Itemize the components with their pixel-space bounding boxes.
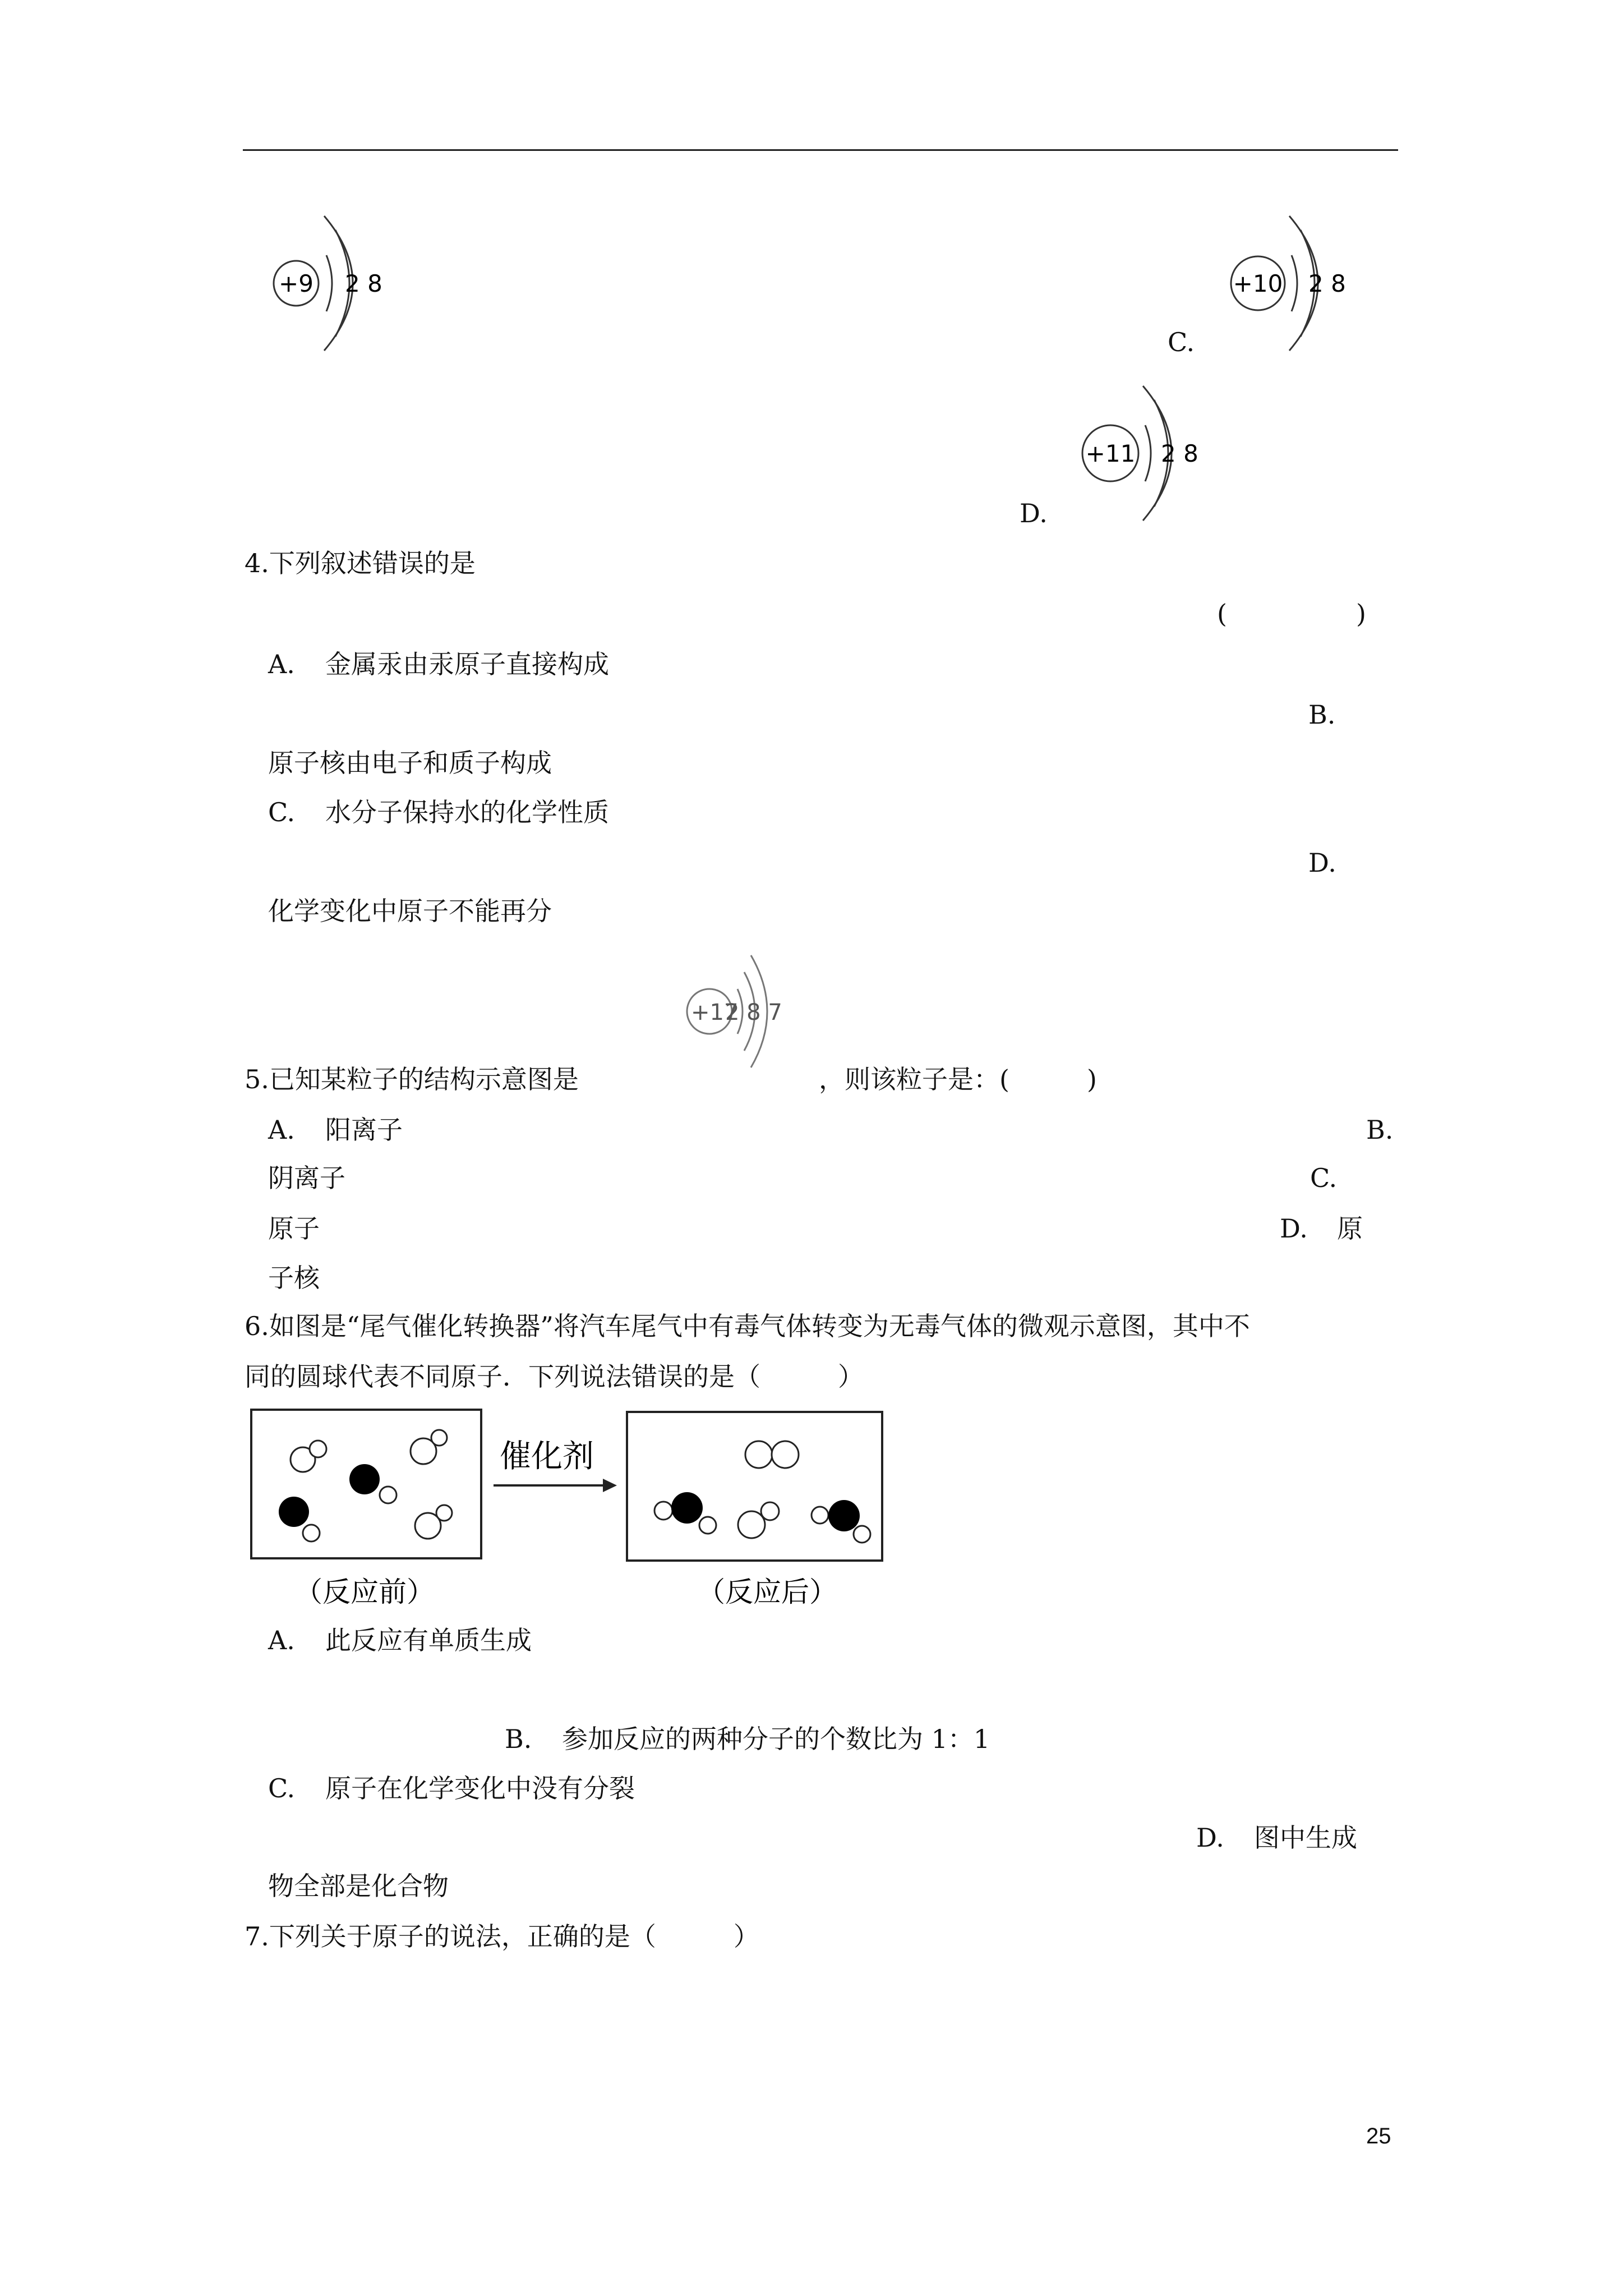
after-label: （反应后）: [697, 1576, 837, 1608]
before-label: （反应前）: [294, 1576, 435, 1608]
header-rule: [243, 149, 1398, 151]
q4-option-a-letter: A.: [268, 649, 295, 679]
q6-stem-line1: 6.如图是“尾气催化转换器”将汽车尾气中有毒气体转变为无毒气体的微观示意图，其中不: [245, 1311, 1250, 1341]
q5-option-a-text: 阳离子: [325, 1115, 403, 1145]
q6-option-c-letter: C.: [268, 1773, 296, 1803]
q4-option-a-text: 金属汞由汞原子直接构成: [325, 649, 609, 679]
q4-option-c-letter: C.: [268, 797, 296, 827]
electron-shells: 2 8: [1161, 440, 1198, 467]
q4-stem: 4.下列叙述错误的是: [245, 548, 476, 578]
nucleus-charge: +11: [1085, 440, 1136, 467]
q6-option-d-text: 图中生成: [1254, 1823, 1357, 1853]
catalyst-label: 催化剂: [500, 1438, 594, 1475]
option-c-letter: C.: [1168, 327, 1195, 357]
q4-option-b-text: 原子核由电子和质子构成: [268, 748, 552, 778]
q5-option-d-text: 原: [1337, 1213, 1363, 1244]
q4-option-d-text: 化学变化中原子不能再分: [268, 896, 552, 926]
q4-answer-paren: ( ): [1217, 599, 1366, 629]
page-number: 25: [1366, 2124, 1391, 2148]
q6-stem-line2: 同的圆球代表不同原子．下列说法错误的是（ ）: [245, 1361, 864, 1392]
nucleus-charge: +17: [691, 1000, 739, 1025]
q6-option-a-text: 此反应有单质生成: [325, 1625, 532, 1655]
electron-shells: 2 8 7: [725, 1000, 782, 1025]
q5-option-a-letter: A.: [268, 1115, 295, 1145]
q5-option-d-letter: D.: [1280, 1213, 1308, 1244]
q5-stem: 5.已知某粒子的结构示意图是: [245, 1064, 579, 1094]
q5-option-c-text: 原子: [268, 1213, 320, 1244]
q6-option-d-letter: D.: [1196, 1823, 1224, 1853]
q5-option-b-letter: B.: [1366, 1115, 1394, 1145]
q4-option-c-text: 水分子保持水的化学性质: [325, 797, 609, 827]
q5-stem-end: ，则该粒子是：( ): [819, 1064, 1097, 1094]
q4-option-b-letter: B.: [1308, 700, 1336, 730]
nucleus-charge: +9: [279, 270, 313, 297]
q7-stem: 7.下列关于原子的说法，正确的是（ ）: [245, 1921, 759, 1952]
q5-option-b-text: 阴离子: [268, 1163, 345, 1193]
q5-option-c-letter: C.: [1310, 1163, 1338, 1193]
q6-option-a-letter: A.: [268, 1625, 295, 1655]
q4-option-d-letter: D.: [1308, 848, 1336, 878]
q6-option-b-text: 参加反应的两种分子的个数比为 1：1: [562, 1724, 990, 1754]
q6-option-d-text-cont: 物全部是化合物: [268, 1871, 449, 1901]
electron-shells: 2 8: [345, 270, 382, 297]
electron-shells: 2 8: [1308, 270, 1346, 297]
option-d-letter: D.: [1020, 498, 1048, 528]
q5-option-d-text-cont: 子核: [268, 1263, 320, 1293]
atom-diagram-neon: [1225, 208, 1360, 353]
atom-diagram-chlorine: [676, 945, 799, 1085]
q6-option-c-text: 原子在化学变化中没有分裂: [325, 1773, 635, 1803]
atom-diagram-fluorine: [264, 208, 398, 353]
atom-diagram-sodium: [1077, 376, 1211, 527]
q6-option-b-letter: B.: [505, 1724, 532, 1754]
nucleus-charge: +10: [1233, 270, 1283, 297]
reaction-diagram: [247, 1405, 897, 1618]
